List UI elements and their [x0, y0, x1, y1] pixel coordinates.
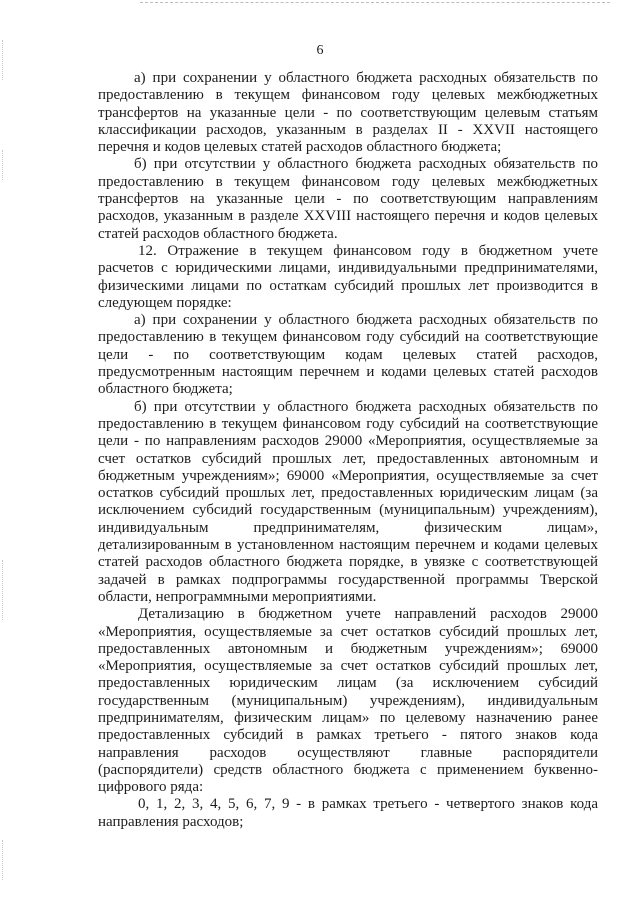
- scan-top-edge: [140, 2, 610, 4]
- paragraph-b-budget-obligations-absent: б) при отсутствии у областного бюджета расходных обязательств по предоставлению в текущем финансовом году целевых межбюджетных трансфертов на указанные цели - по соответствующим направлениям расходов, указанным в разделе XXVIII настоящего перечня и кодов целевых статей расходов областного бюджета.: [98, 156, 598, 242]
- paragraph-12-subsidy-residuals: 12. Отражение в текущем финансовом году в бюджетном учете расчетов с юридическими лицами, индивидуальными предпринимателями, физическими лицами по остаткам субсидий прошлых лет производится в следующем порядке:: [98, 242, 598, 311]
- paragraph-alphanumeric-series: 0, 1, 2, 3, 4, 5, 6, 7, 9 - в рамках третьего - четвертого знаков кода направления расходов;: [98, 796, 598, 830]
- scan-left-edge-mark: [2, 150, 4, 180]
- paragraph-a-budget-obligations-retained: а) при сохранении у областного бюджета расходных обязательств по предоставлению в текущем финансовом году целевых межбюджетных трансфертов на указанные цели - по соответствующим целевым статьям классификации расходов, указанным в разделах II - XXVII настоящего перечня и кодов целевых статей расходов областного бюджета;: [98, 70, 598, 156]
- paragraph-a-subsidy-obligations-retained: а) при сохранении у областного бюджета расходных обязательств по предоставлению в текущем финансовом году субсидий на соответствующие цели - по соответствующим кодам целевых статей расходов, предусмотренным настоящим перечнем и кодами целевых статей расходов областного бюджета;: [98, 312, 598, 398]
- paragraph-detailing-expense-directions: Детализацию в бюджетном учете направлений расходов 29000 «Мероприятия, осуществляемые за счет остатков субсидий прошлых лет, предоставленных автономным и бюджетным учреждениям»; 69000 «Мероприятия, осуществляемые за счет остатков субсидий прошлых лет, предоставленных юридическим лицам (за исключением субсидий государственным (муниципальным) учреждениям), индивидуальным предпринимателям, физическим лицам» по целевому назначению ранее предоставленных субсидий в рамках третьего - пятого знаков кода направления расходов осуществляют главные распорядители (распорядители) средств областного бюджета с применением буквенно-цифрового ряда:: [98, 606, 598, 796]
- document-body: [98, 70, 598, 831]
- scan-left-edge-mark: [2, 840, 4, 880]
- paragraph-b-subsidy-obligations-absent: б) при отсутствии у областного бюджета расходных обязательств по предоставлению в текущем финансовом году субсидий на соответствующие цели - по направлениям расходов 29000 «Мероприятия, осуществляемые за счет остатков субсидий прошлых лет, предоставленных автономным и бюджетным учреждениям»; 69000 «Мероприятия, осуществляемые за счет остатков субсидий прошлых лет, предоставленных юридическим лицам (за исключением субсидий государственным (муниципальным) учреждениям), индивидуальным предпринимателям, физическим лицам», детализированным в установленном настоящим перечнем и кодами целевых статей расходов областного бюджета порядке, в увязке с соответствующей задачей в рамках подпрограммы государственной программы Тверской области, непрограммными мероприятиями.: [98, 398, 598, 605]
- page-number: 6: [316, 43, 324, 58]
- scan-left-edge-mark: [2, 560, 4, 620]
